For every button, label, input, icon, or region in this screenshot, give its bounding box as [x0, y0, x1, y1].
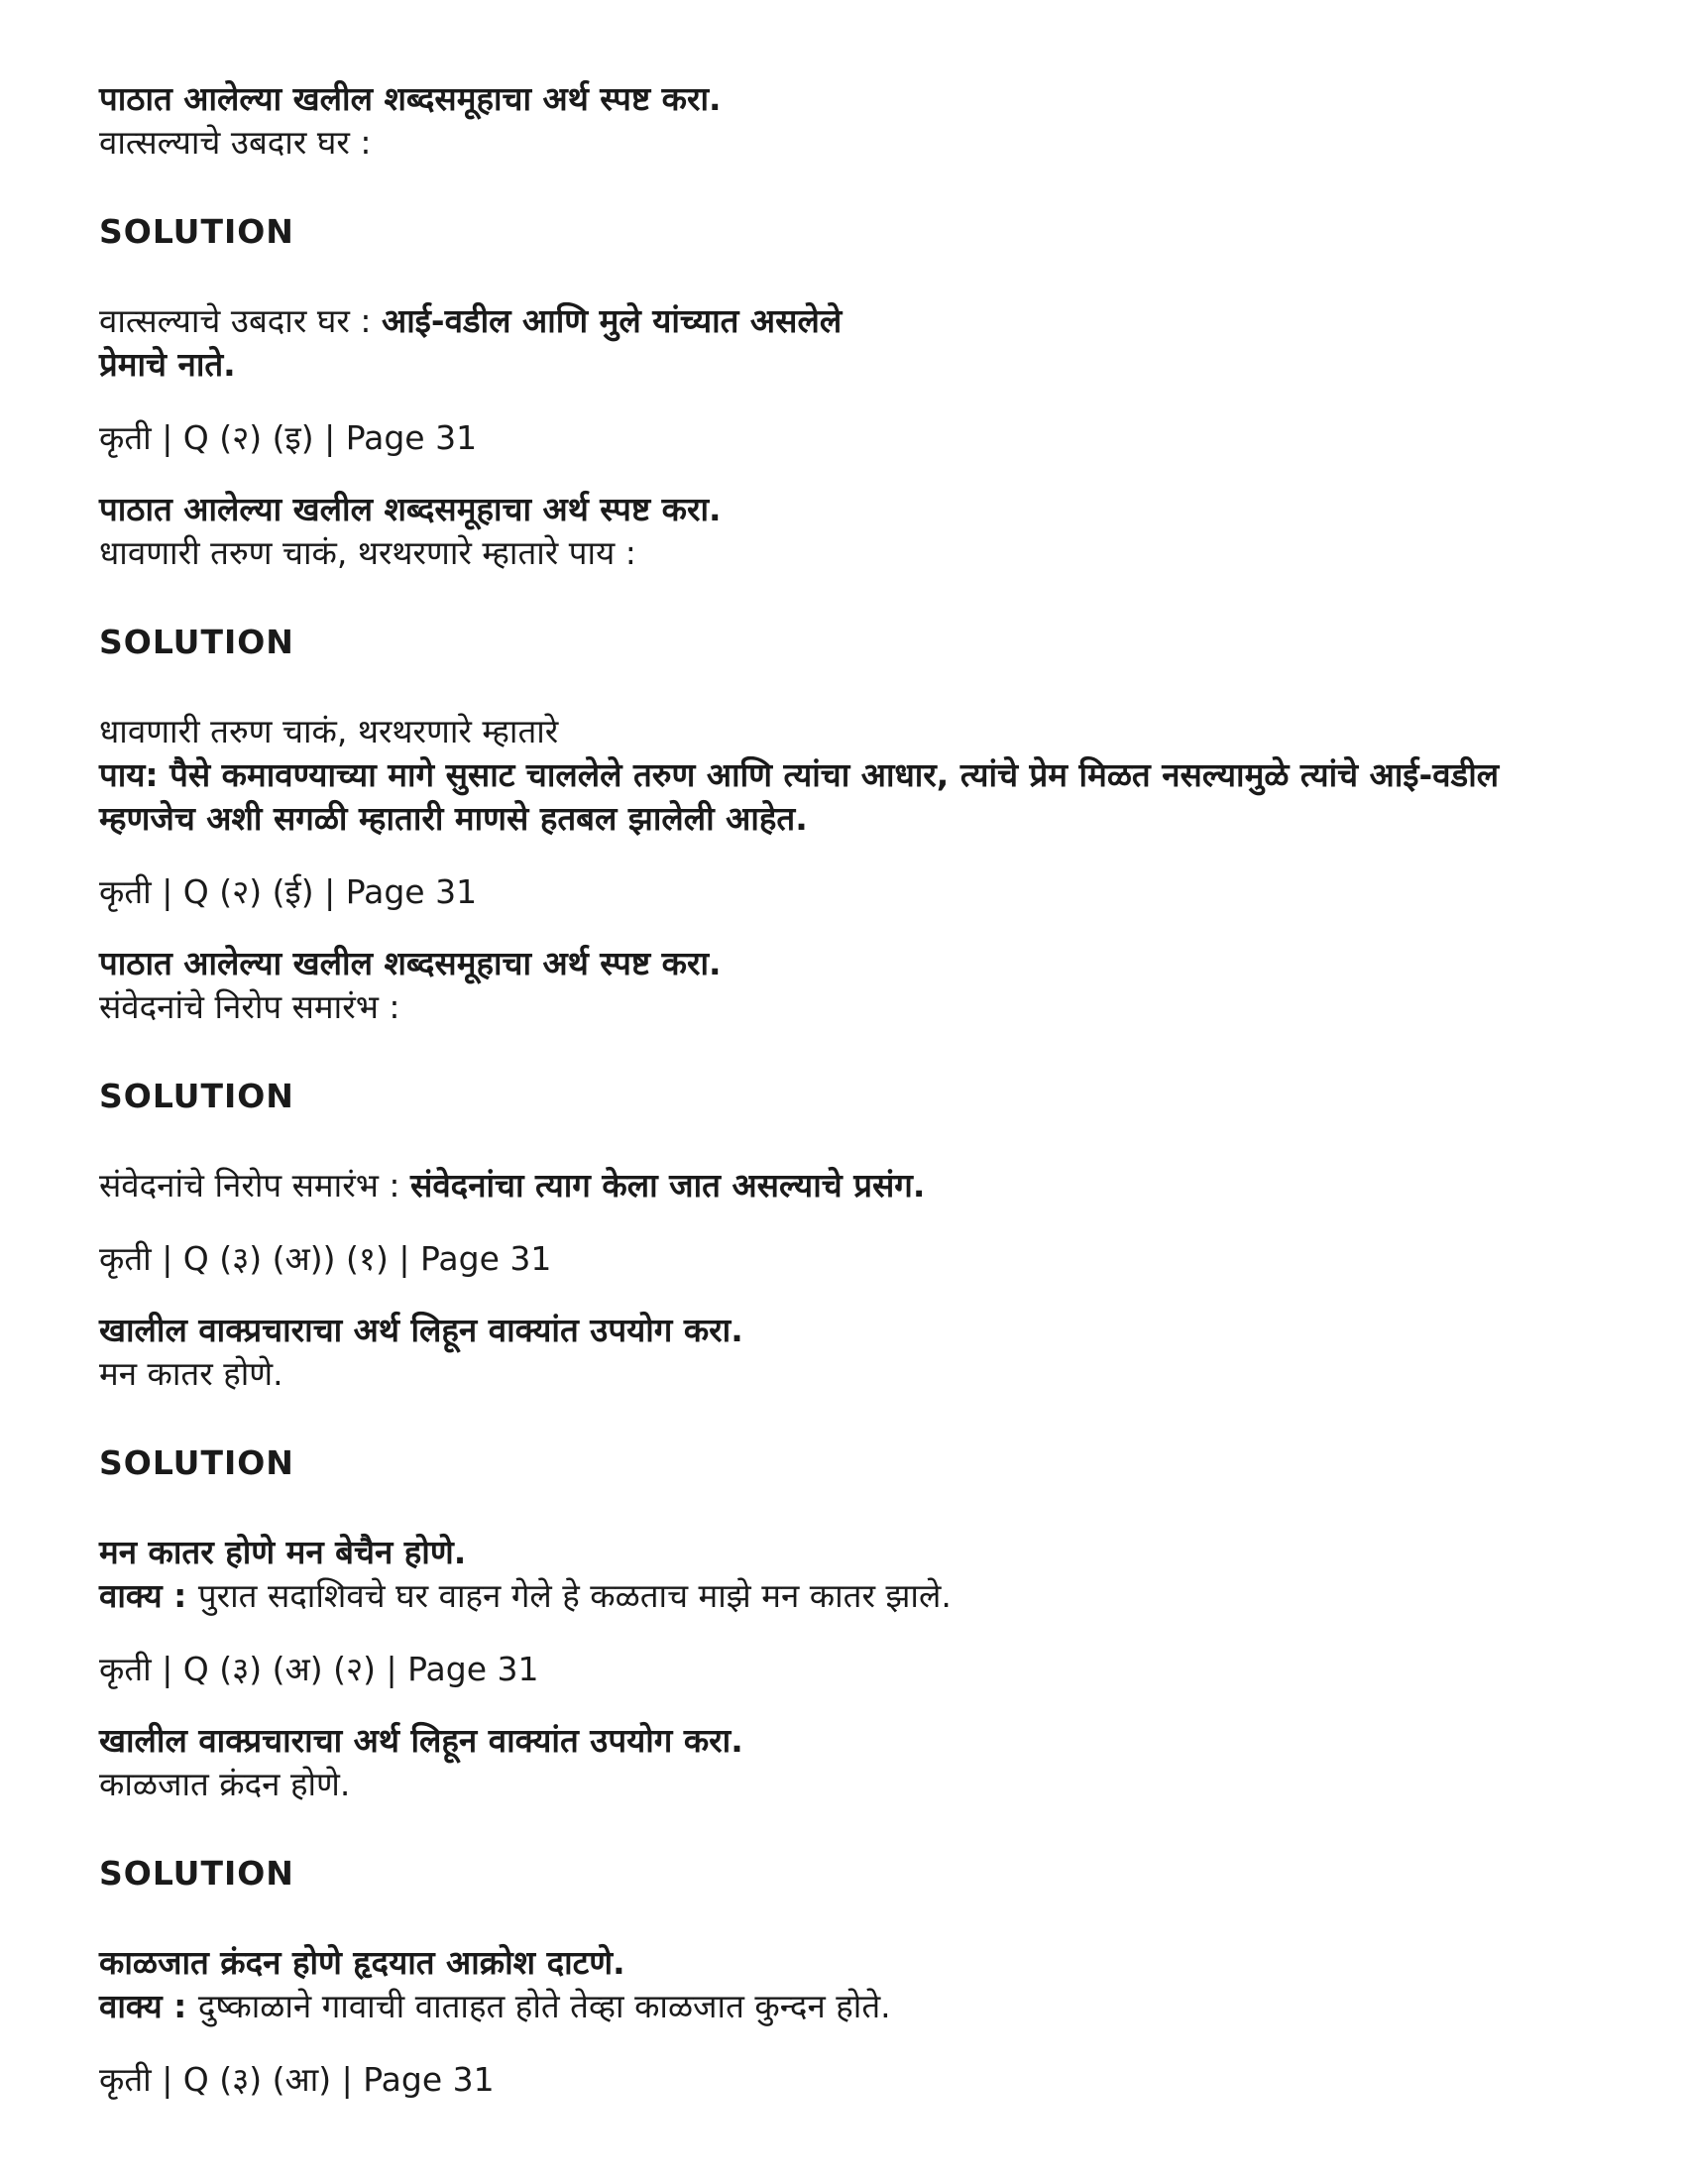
answer-meaning-bold: मन कातर होणे मन बेचैन होणे. [99, 1533, 467, 1571]
sentence-label: वाक्य : [99, 1987, 198, 2025]
next-question-ref: कृती | Q (२) (ई) | Page 31 [99, 872, 478, 911]
question-text: धावणारी तरुण चाकं, थरथरणारे म्हातारे पाय : [99, 533, 636, 572]
answer-bold: संवेदनांचा त्याग केला जात असल्याचे प्रसंग. [410, 1166, 926, 1205]
next-question-ref: कृती | Q (३) (अ)) (१) | Page 31 [99, 1239, 552, 1278]
answer-bold: पाय: पैसे कमावण्याच्या मागे सुसाट चाललेले तरुण आणि त्यांचा आधार, त्यांचे प्रेम मिळत नसल्यामुळे त्यांचे आई-वडील म्हणजेच अशी सगळी म्हातारी माणसे हतबल झालेली आहेत. [99, 755, 1500, 838]
question-prompt: खालील वाक्प्रचाराचा अर्थ लिहून वाक्यांत उपयोग करा. [99, 1721, 743, 1760]
answer-lead: वात्सल्याचे उबदार घर : [99, 301, 382, 340]
answer-paragraph [99, 753, 1606, 841]
question-prompt: पाठात आलेल्या खलील शब्दसमूहाचा अर्थ स्पष्ट करा. [99, 79, 722, 118]
answer-paragraph [99, 299, 912, 387]
sentence-text: पुरात सदाशिवचे घर वाहन गेले हे कळताच माझे मन कातर झाले. [197, 1576, 952, 1615]
sentence-label: वाक्य : [99, 1576, 198, 1615]
qa-section-4 [99, 1309, 1606, 1719]
question-prompt: खालील वाक्प्रचाराचा अर्थ लिहून वाक्यांत उपयोग करा. [99, 1311, 743, 1349]
question-prompt: पाठात आलेल्या खलील शब्दसमूहाचा अर्थ स्पष्ट करा. [99, 944, 722, 982]
answer-meaning [99, 1531, 1606, 1574]
document-page [99, 77, 1606, 2102]
question-prompt: पाठात आलेल्या खलील शब्दसमूहाचा अर्थ स्पष्ट करा. [99, 490, 722, 528]
qa-section-5 [99, 1719, 1606, 2102]
qa-section-1 [99, 77, 1606, 488]
answer-sentence [99, 1985, 1606, 2028]
solution-heading: SOLUTION [99, 1077, 294, 1115]
answer-bold: आई-वडील आणि मुले यांच्यात असलेले प्रेमाचे नाते. [99, 301, 843, 384]
answer-lead: संवेदनांचे निरोप समारंभ : [99, 1166, 411, 1205]
qa-section-2 [99, 488, 1606, 942]
next-question-ref: कृती | Q (३) (अ) (२) | Page 31 [99, 1650, 539, 1688]
question-text: वात्सल्याचे उबदार घर : [99, 123, 372, 162]
sentence-text: दुष्काळाने गावाची वाताहत होते तेव्हा काळजात कुन्दन होते. [197, 1987, 891, 2025]
question-text: काळजात क्रंदन होणे. [99, 1765, 351, 1803]
solution-heading: SOLUTION [99, 212, 294, 251]
answer-lead: धावणारी तरुण चाकं, थरथरणारे म्हातारे [99, 712, 559, 750]
answer-meaning [99, 1941, 1606, 1985]
next-question-ref: कृती | Q (३) (आ) | Page 31 [99, 2060, 495, 2099]
next-question-ref: कृती | Q (२) (इ) | Page 31 [99, 418, 478, 457]
solution-heading: SOLUTION [99, 1443, 294, 1482]
solution-heading: SOLUTION [99, 1854, 294, 1893]
solution-heading: SOLUTION [99, 623, 294, 661]
answer-meaning-bold: काळजात क्रंदन होणे हृदयात आक्रोश दाटणे. [99, 1943, 625, 1982]
qa-section-3 [99, 942, 1606, 1309]
question-text: संवेदनांचे निरोप समारंभ : [99, 987, 400, 1026]
question-text: मन कातर होणे. [99, 1354, 283, 1393]
answer-sentence [99, 1574, 1606, 1618]
answer-paragraph [99, 1164, 1606, 1207]
